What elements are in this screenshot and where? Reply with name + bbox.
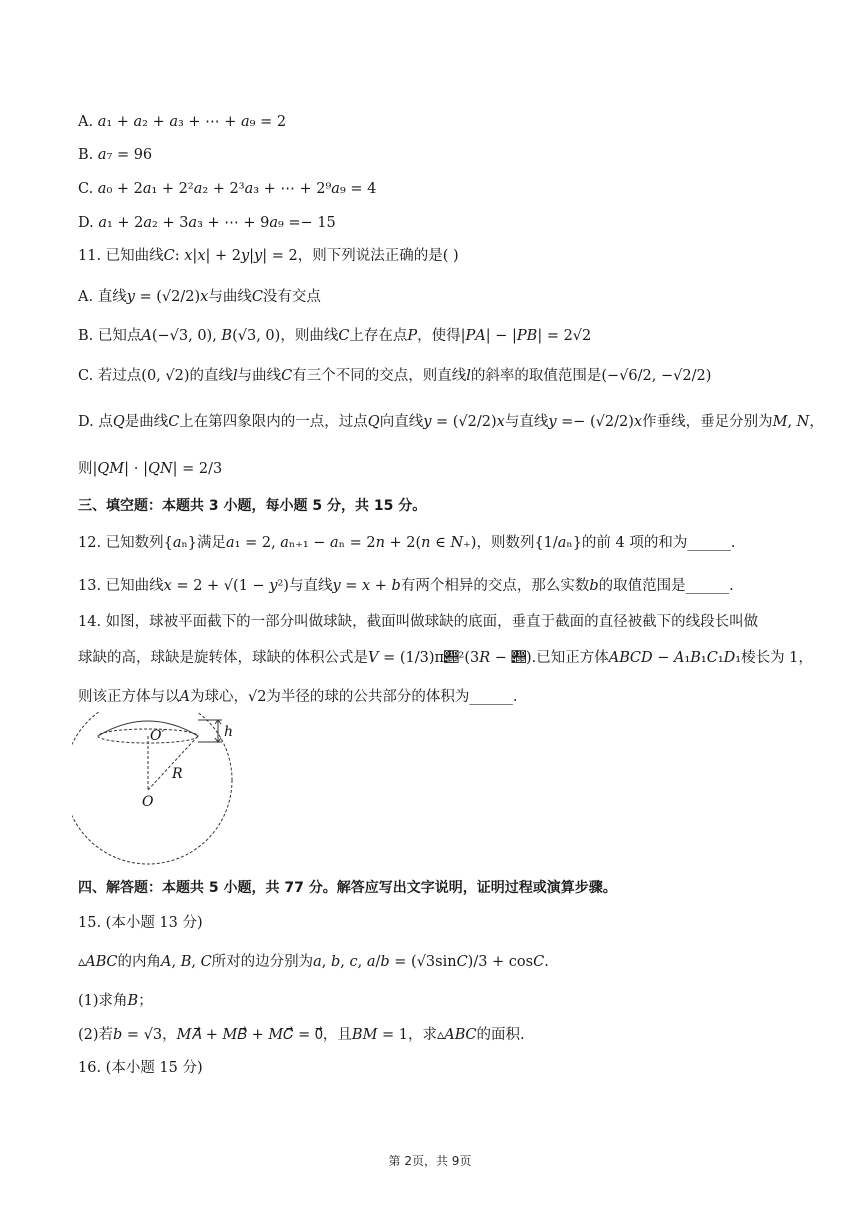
q15-part1: (1)求角𝐵；: [78, 993, 153, 1009]
q11-stem: 11. 已知曲线𝐶: 𝑥|𝑥| + 2𝑦|𝑦| = 2，则下列说法正确的是( ): [78, 248, 459, 264]
q15-header: 15. (本小题 13 分): [78, 915, 203, 931]
q14-line2: 球缺的高，球缺是旋转体，球缺的体积公式是𝑉 = (1/3)π𝑕²(3𝑅 − 𝑕).已知正方体𝐴𝐵𝐶𝐷 − 𝐴₁𝐵₁𝐶₁𝐷₁棱长为 1，: [78, 650, 813, 666]
q14-line3: 则该正方体与以𝐴为球心，√2为半径的球的公共部分的体积为______.: [78, 689, 518, 705]
q10-option-d: D. 𝑎₁ + 2𝑎₂ + 3𝑎₃ + ⋯ + 9𝑎₉ =− 15: [78, 215, 336, 231]
cap-arc: [98, 721, 198, 736]
q11-option-d-line1: D. 点𝑄是曲线𝐶上在第四象限内的一点，过点𝑄向直线𝑦 = (√2/2)𝑥与直线𝑦 =− (√2/2)𝑥作垂线，垂足分别为𝑀, 𝑁，: [78, 414, 824, 430]
q16-header: 16. (本小题 15 分): [78, 1060, 203, 1076]
sphere-cap-figure: [72, 712, 242, 868]
q10-option-a: A. 𝑎₁ + 𝑎₂ + 𝑎₃ + ⋯ + 𝑎₉ = 2: [78, 114, 287, 130]
q11-option-c: C. 若过点(0, √2)的直线𝑙与曲线𝐶有三个不同的交点，则直线𝑙的斜率的取值范围是(−√6/2, −√2/2): [78, 368, 712, 384]
q11-option-b: B. 已知点𝐴(−√3, 0), 𝐵(√3, 0)，则曲线𝐶上存在点𝑃，使得|𝑃𝐴| − |𝑃𝐵| = 2√2: [78, 328, 592, 344]
q11-option-a: A. 直线𝑦 = (√2/2)𝑥与曲线𝐶没有交点: [78, 289, 321, 305]
section-3-heading: 三、填空题：本题共 3 小题，每小题 5 分，共 15 分。: [78, 498, 427, 514]
label-o-prime: O′: [150, 728, 165, 744]
q15-stem: ▵𝐴𝐵𝐶的内角𝐴, 𝐵, 𝐶所对的边分别为𝑎, 𝑏, 𝑐, 𝑎/𝑏 = (√3sin𝐶)/3 + cos𝐶.: [78, 954, 549, 970]
label-r: R: [172, 766, 183, 782]
section-4-heading: 四、解答题：本题共 5 小题，共 77 分。解答应写出文字说明，证明过程或演算步骤。: [78, 880, 617, 896]
q13: 13. 已知曲线𝑥 = 2 + √(1 − 𝑦²)与直线𝑦 = 𝑥 + 𝑏有两个相异的交点，那么实数𝑏的取值范围是______.: [78, 578, 734, 594]
q10-option-b: B. 𝑎₇ = 96: [78, 147, 153, 163]
label-h: h: [224, 724, 234, 740]
page-footer: 第 2页，共 9页: [388, 1154, 472, 1168]
label-o: O: [142, 794, 154, 810]
q10-option-c: C. 𝑎₀ + 2𝑎₁ + 2²𝑎₂ + 2³𝑎₃ + ⋯ + 2⁹𝑎₉ = 4: [78, 181, 377, 197]
q14-line1: 14. 如图，球被平面截下的一部分叫做球缺，截面叫做球缺的底面，垂直于截面的直径被截下的线段长叫做: [78, 614, 759, 630]
q11-option-d-line2: 则|𝑄𝑀| ⋅ |𝑄𝑁| = 2/3: [78, 461, 223, 477]
q15-part2: (2)若𝑏 = √3，𝑀𝐴⃗ + 𝑀𝐵⃗ + 𝑀𝐶⃗ = 0⃗，且𝐵𝑀 = 1，求▵𝐴𝐵𝐶的面积.: [78, 1027, 525, 1043]
q12: 12. 已知数列{𝑎ₙ}满足𝑎₁ = 2, 𝑎ₙ₊₁ − 𝑎ₙ = 2𝑛 + 2(𝑛 ∈ 𝑁₊)，则数列{1/𝑎ₙ}的前 4 项的和为______.: [78, 535, 736, 551]
